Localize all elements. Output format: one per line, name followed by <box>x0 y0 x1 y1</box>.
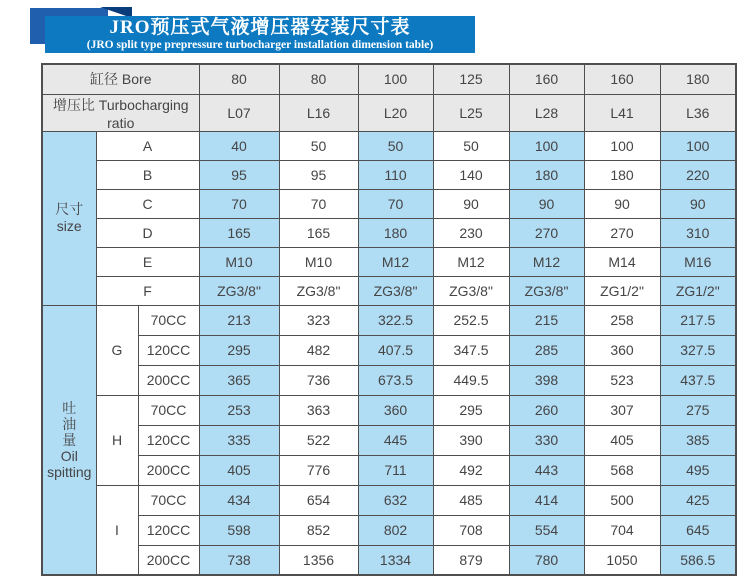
oil-value-cell: 738 <box>199 545 279 575</box>
dim-value-cell: 50 <box>433 131 509 160</box>
dim-value-cell: 90 <box>660 189 736 218</box>
dim-value-cell: 110 <box>358 160 433 189</box>
dim-value-cell: 70 <box>199 189 279 218</box>
dim-value-cell: 270 <box>509 218 584 247</box>
dim-value-cell: 90 <box>584 189 660 218</box>
table-row <box>42 131 736 160</box>
bore-value-cell: 80 <box>199 64 279 94</box>
oil-value-cell: 492 <box>433 455 509 485</box>
oil-value-cell: 213 <box>199 305 279 335</box>
oil-value-cell: 217.5 <box>660 305 736 335</box>
oil-value-cell: 215 <box>509 305 584 335</box>
table-row <box>42 189 736 218</box>
table-row <box>42 365 736 395</box>
oil-value-cell: 253 <box>199 395 279 425</box>
oil-value-cell: 327.5 <box>660 335 736 365</box>
oil-value-cell: 704 <box>584 515 660 545</box>
oil-capacity-label: 120CC <box>138 335 199 365</box>
dim-row-label: B <box>96 160 199 189</box>
oil-value-cell: 568 <box>584 455 660 485</box>
dim-value-cell: ZG1/2" <box>584 276 660 305</box>
dim-row-label: A <box>96 131 199 160</box>
table-row <box>42 425 736 455</box>
dim-row-label: F <box>96 276 199 305</box>
dim-value-cell: 270 <box>584 218 660 247</box>
dimension-table <box>41 63 737 576</box>
oil-value-cell: 1050 <box>584 545 660 575</box>
oil-value-cell: 1356 <box>279 545 358 575</box>
dim-value-cell: ZG3/8" <box>433 276 509 305</box>
oil-value-cell: 780 <box>509 545 584 575</box>
page-subtitle: (JRO split type prepressure turbocharger installation dimension table) <box>86 39 434 51</box>
dim-row-label: D <box>96 218 199 247</box>
oil-group-label: H <box>96 395 138 485</box>
dim-value-cell: 100 <box>660 131 736 160</box>
oil-value-cell: 632 <box>358 485 433 515</box>
oil-value-cell: 445 <box>358 425 433 455</box>
dim-value-cell: M12 <box>358 247 433 276</box>
oil-value-cell: 437.5 <box>660 365 736 395</box>
table-row <box>42 395 736 425</box>
oil-value-cell: 258 <box>584 305 660 335</box>
oil-value-cell: 654 <box>279 485 358 515</box>
oil-value-cell: 295 <box>199 335 279 365</box>
table-row <box>42 455 736 485</box>
oil-section-label: 吐 油 量 Oil spitting <box>42 305 96 575</box>
oil-capacity-label: 120CC <box>138 425 199 455</box>
dim-row-label: C <box>96 189 199 218</box>
table-row <box>42 545 736 575</box>
oil-value-cell: 708 <box>433 515 509 545</box>
dim-value-cell: M10 <box>199 247 279 276</box>
table-row <box>42 305 736 335</box>
dim-value-cell: 165 <box>199 218 279 247</box>
oil-value-cell: 879 <box>433 545 509 575</box>
ratio-header-label: 增压比 Turbocharging ratio <box>42 94 199 131</box>
dim-value-cell: ZG1/2" <box>660 276 736 305</box>
oil-value-cell: 500 <box>584 485 660 515</box>
oil-value-cell: 482 <box>279 335 358 365</box>
dim-value-cell: 180 <box>584 160 660 189</box>
oil-capacity-label: 200CC <box>138 455 199 485</box>
oil-value-cell: 260 <box>509 395 584 425</box>
oil-value-cell: 295 <box>433 395 509 425</box>
oil-value-cell: 405 <box>584 425 660 455</box>
table-row <box>42 515 736 545</box>
table-row <box>42 485 736 515</box>
dim-value-cell: 50 <box>279 131 358 160</box>
oil-value-cell: 365 <box>199 365 279 395</box>
dim-value-cell: M10 <box>279 247 358 276</box>
dim-row-label: E <box>96 247 199 276</box>
oil-capacity-label: 200CC <box>138 365 199 395</box>
oil-value-cell: 322.5 <box>358 305 433 335</box>
oil-group-label: G <box>96 305 138 395</box>
oil-capacity-label: 200CC <box>138 545 199 575</box>
bore-value-cell: 180 <box>660 64 736 94</box>
oil-value-cell: 1334 <box>358 545 433 575</box>
oil-value-cell: 852 <box>279 515 358 545</box>
oil-value-cell: 335 <box>199 425 279 455</box>
ratio-value-cell: L25 <box>433 94 509 131</box>
bore-value-cell: 80 <box>279 64 358 94</box>
table-row <box>42 335 736 365</box>
oil-value-cell: 434 <box>199 485 279 515</box>
dim-value-cell: 40 <box>199 131 279 160</box>
dim-value-cell: 90 <box>509 189 584 218</box>
dim-value-cell: 140 <box>433 160 509 189</box>
oil-value-cell: 736 <box>279 365 358 395</box>
oil-value-cell: 275 <box>660 395 736 425</box>
oil-group-label: I <box>96 485 138 575</box>
oil-value-cell: 443 <box>509 455 584 485</box>
oil-value-cell: 425 <box>660 485 736 515</box>
dim-value-cell: 230 <box>433 218 509 247</box>
oil-value-cell: 586.5 <box>660 545 736 575</box>
bore-value-cell: 100 <box>358 64 433 94</box>
table-row <box>42 64 736 94</box>
oil-value-cell: 285 <box>509 335 584 365</box>
page-title: JRO预压式气液增压器安装尺寸表 <box>109 17 411 38</box>
oil-capacity-label: 70CC <box>138 305 199 335</box>
table-row <box>42 247 736 276</box>
oil-value-cell: 673.5 <box>358 365 433 395</box>
dim-value-cell: 220 <box>660 160 736 189</box>
oil-value-cell: 485 <box>433 485 509 515</box>
oil-capacity-label: 70CC <box>138 395 199 425</box>
dim-value-cell: 70 <box>279 189 358 218</box>
oil-value-cell: 598 <box>199 515 279 545</box>
ratio-value-cell: L07 <box>199 94 279 131</box>
oil-value-cell: 252.5 <box>433 305 509 335</box>
title-banner <box>45 16 475 53</box>
oil-value-cell: 407.5 <box>358 335 433 365</box>
ratio-value-cell: L20 <box>358 94 433 131</box>
oil-value-cell: 390 <box>433 425 509 455</box>
oil-value-cell: 360 <box>584 335 660 365</box>
dim-value-cell: 180 <box>509 160 584 189</box>
dim-value-cell: ZG3/8" <box>199 276 279 305</box>
dim-value-cell: 165 <box>279 218 358 247</box>
oil-value-cell: 330 <box>509 425 584 455</box>
oil-value-cell: 522 <box>279 425 358 455</box>
oil-value-cell: 307 <box>584 395 660 425</box>
oil-value-cell: 495 <box>660 455 736 485</box>
oil-value-cell: 776 <box>279 455 358 485</box>
oil-capacity-label: 70CC <box>138 485 199 515</box>
oil-value-cell: 363 <box>279 395 358 425</box>
oil-value-cell: 414 <box>509 485 584 515</box>
table-row <box>42 276 736 305</box>
dim-value-cell: M12 <box>509 247 584 276</box>
bore-value-cell: 125 <box>433 64 509 94</box>
ratio-value-cell: L28 <box>509 94 584 131</box>
dim-value-cell: M14 <box>584 247 660 276</box>
oil-value-cell: 360 <box>358 395 433 425</box>
dim-value-cell: 310 <box>660 218 736 247</box>
ratio-value-cell: L41 <box>584 94 660 131</box>
dimension-table-body <box>42 64 736 575</box>
oil-value-cell: 802 <box>358 515 433 545</box>
ratio-value-cell: L36 <box>660 94 736 131</box>
dim-value-cell: 95 <box>279 160 358 189</box>
size-section-label: 尺寸 size <box>42 131 96 305</box>
dim-value-cell: 100 <box>584 131 660 160</box>
oil-value-cell: 323 <box>279 305 358 335</box>
oil-value-cell: 347.5 <box>433 335 509 365</box>
dim-value-cell: 70 <box>358 189 433 218</box>
dim-value-cell: 95 <box>199 160 279 189</box>
dim-value-cell: M16 <box>660 247 736 276</box>
oil-value-cell: 645 <box>660 515 736 545</box>
ratio-value-cell: L16 <box>279 94 358 131</box>
oil-value-cell: 398 <box>509 365 584 395</box>
dim-value-cell: ZG3/8" <box>509 276 584 305</box>
oil-value-cell: 711 <box>358 455 433 485</box>
oil-value-cell: 554 <box>509 515 584 545</box>
dim-value-cell: 180 <box>358 218 433 247</box>
bore-value-cell: 160 <box>584 64 660 94</box>
bore-header-label: 缸径 Bore <box>42 64 199 94</box>
oil-value-cell: 385 <box>660 425 736 455</box>
oil-value-cell: 405 <box>199 455 279 485</box>
table-row <box>42 218 736 247</box>
dim-value-cell: ZG3/8" <box>358 276 433 305</box>
bore-value-cell: 160 <box>509 64 584 94</box>
oil-capacity-label: 120CC <box>138 515 199 545</box>
dim-value-cell: 90 <box>433 189 509 218</box>
dim-value-cell: 50 <box>358 131 433 160</box>
dim-value-cell: 100 <box>509 131 584 160</box>
oil-value-cell: 449.5 <box>433 365 509 395</box>
dim-value-cell: M12 <box>433 247 509 276</box>
dim-value-cell: ZG3/8" <box>279 276 358 305</box>
table-row <box>42 94 736 131</box>
table-row <box>42 160 736 189</box>
oil-value-cell: 523 <box>584 365 660 395</box>
